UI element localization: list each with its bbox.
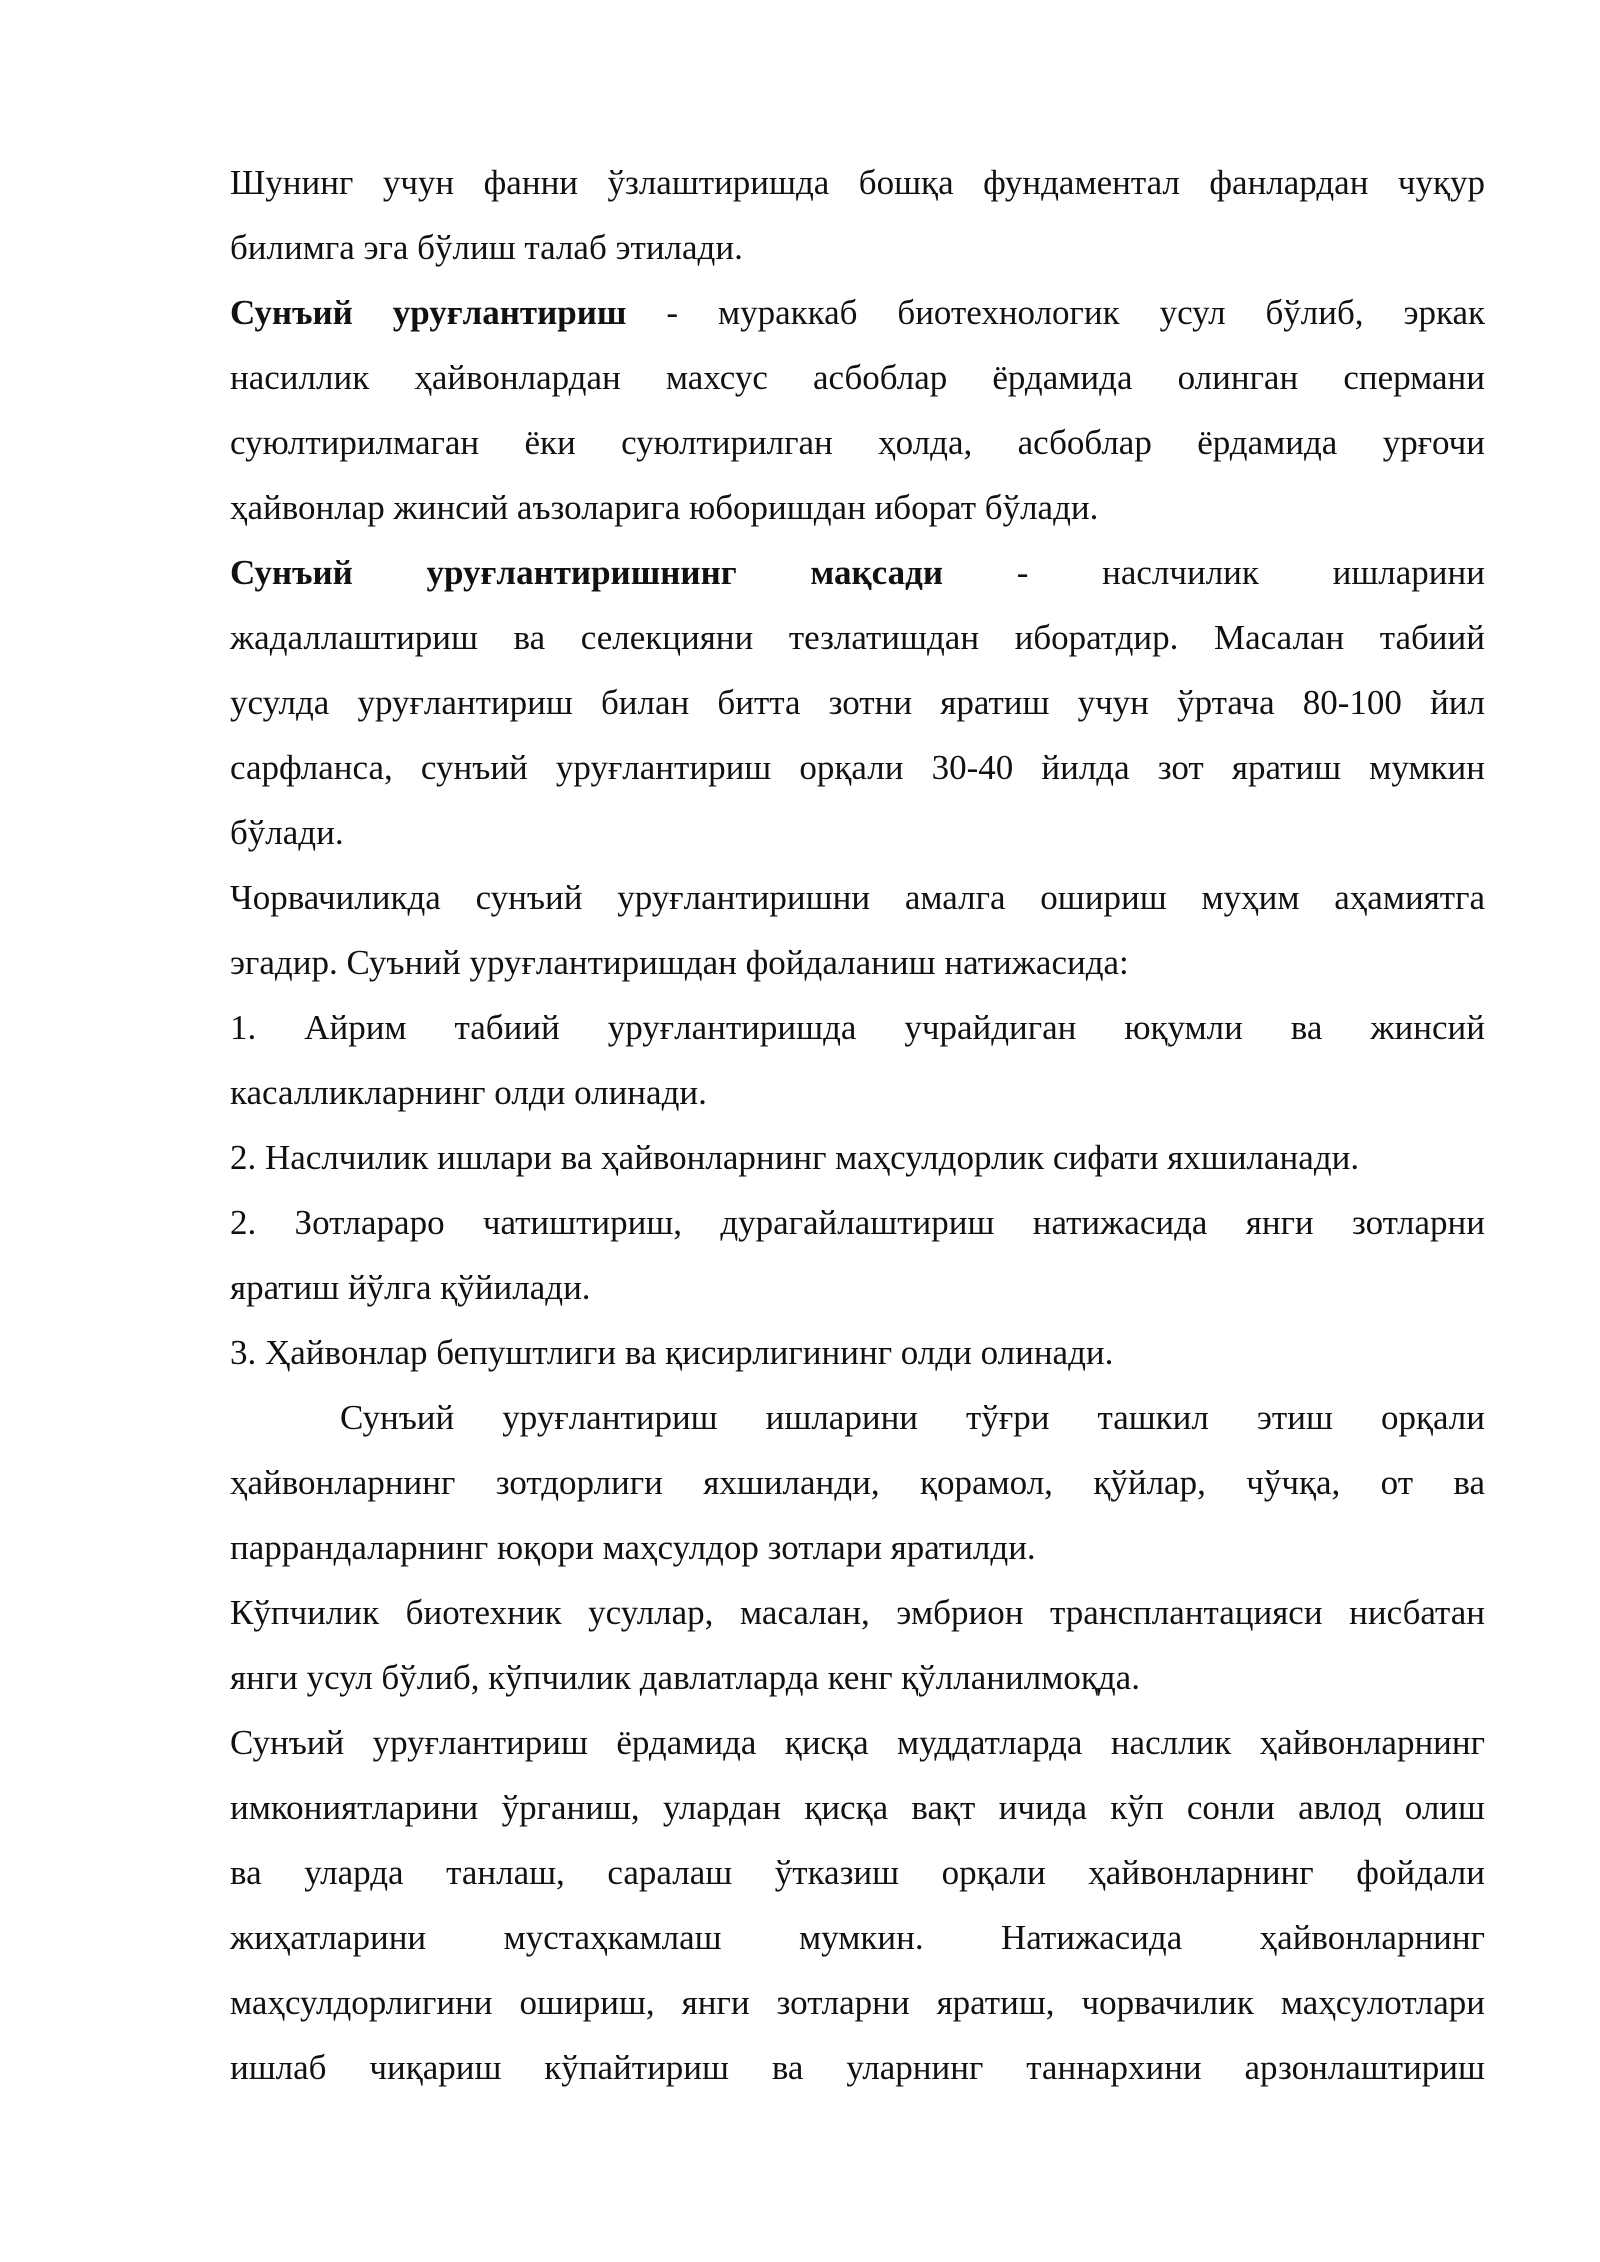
text-line (230, 215, 1485, 280)
text-line (230, 1125, 1485, 1190)
text-line (230, 800, 1485, 865)
line-text: имкониятларини ўрганиш, улардан қисқа вақт ичида кўп сонли авлод олиш (230, 1788, 1485, 1827)
text-line (230, 1255, 1485, 1320)
text-line (230, 150, 1485, 215)
text-line (230, 1775, 1485, 1840)
line-text: бўлади. (230, 813, 344, 852)
paragraph (230, 1190, 1485, 1320)
line-text: 3. Ҳайвонлар бепуштлиги ва қисирлигининг олди олинади. (230, 1333, 1114, 1372)
text-line (230, 670, 1485, 735)
line-text: маҳсулдорлигини ошириш, янги зотларни яратиш, чорвачилик маҳсулотлари (230, 1983, 1485, 2022)
line-text: яратиш йўлга қўйилади. (230, 1268, 591, 1307)
paragraph (230, 1125, 1485, 1190)
paragraph (230, 1320, 1485, 1385)
line-text: 2. Наслчилик ишлари ва ҳайвонларнинг маҳсулдорлик сифати яхшиланади. (230, 1138, 1360, 1177)
text-line (230, 995, 1485, 1060)
text-line (230, 735, 1485, 800)
text-line (230, 410, 1485, 475)
line-text: Сунъий уруғлантириш ишларини тўғри ташкил этиш орқали (340, 1398, 1485, 1437)
line-text: 1. Айрим табиий уруғлантиришда учрайдиган юқумли ва жинсий (230, 1008, 1485, 1047)
paragraph (230, 1385, 1485, 1580)
line-text: жадаллаштириш ва селекцияни тезлатишдан иборатдир. Масалан табиий (230, 618, 1485, 657)
text-line (230, 1385, 1485, 1450)
paragraph (230, 1580, 1485, 1710)
line-text: усулда уруғлантириш билан битта зотни яратиш учун ўртача 80-100 йил (230, 683, 1485, 722)
line-text: паррандаларнинг юқори маҳсулдор зотлари яратилди. (230, 1528, 1036, 1567)
paragraph (230, 540, 1485, 865)
text-line (230, 1710, 1485, 1775)
text-line (230, 345, 1485, 410)
line-text: эгадир. Суъний уруғлантиришдан фойдаланиш натижасида: (230, 943, 1129, 982)
text-line (230, 1905, 1485, 1970)
line-text: ҳайвонлар жинсий аъзоларига юборишдан иборат бўлади. (230, 488, 1099, 527)
text-line (230, 1060, 1485, 1125)
line-text: Шунинг учун фанни ўзлаштиришда бошқа фундаментал фанлардан чуқур (230, 163, 1485, 202)
line-text: билимга эга бўлиш талаб этилади. (230, 228, 743, 267)
text-line (230, 280, 1485, 345)
line-text: ҳайвонларнинг зотдорлиги яхшиланди, қорамол, қўйлар, чўчқа, от ва (230, 1463, 1485, 1502)
line-text: ишлаб чиқариш кўпайтириш ва уларнинг таннархини арзонлаштириш (230, 2048, 1485, 2087)
text-line (230, 540, 1485, 605)
paragraph (230, 995, 1485, 1125)
bold-term: Сунъий уруғлантиришнинг мақсади (230, 553, 943, 592)
bold-term: Сунъий уруғлантириш (230, 293, 627, 332)
line-text: сарфланса, сунъий уруғлантириш орқали 30-40 йилда зот яратиш мумкин (230, 748, 1485, 787)
text-line (230, 930, 1485, 995)
text-line (230, 1645, 1485, 1710)
text-line (230, 1515, 1485, 1580)
line-text: - наслчилик ишларини (943, 553, 1486, 592)
text-line (230, 605, 1485, 670)
line-text: 2. Зотлараро чатиштириш, дурагайлаштириш натижасида янги зотларни (230, 1203, 1485, 1242)
paragraph (230, 150, 1485, 280)
text-line (230, 1970, 1485, 2035)
line-text: Чорвачиликда сунъий уруғлантиришни амалга ошириш муҳим аҳамиятга (230, 878, 1485, 917)
text-line (230, 1840, 1485, 1905)
text-line (230, 475, 1485, 540)
line-text: ва уларда танлаш, саралаш ўтказиш орқали ҳайвонларнинг фойдали (230, 1853, 1485, 1892)
line-text: суюлтирилмаган ёки суюлтирилган ҳолда, асбоблар ёрдамида урғочи (230, 423, 1485, 462)
text-line (230, 1450, 1485, 1515)
line-text: касалликларнинг олди олинади. (230, 1073, 707, 1112)
line-text: жиҳатларини мустаҳкамлаш мумкин. Натижасида ҳайвонларнинг (230, 1918, 1485, 1957)
line-text: Кўпчилик биотехник усуллар, масалан, эмбрион трансплантацияси нисбатан (230, 1593, 1485, 1632)
text-line (230, 1190, 1485, 1255)
text-line (230, 2035, 1485, 2100)
line-text: янги усул бўлиб, кўпчилик давлатларда кенг қўлланилмоқда. (230, 1658, 1140, 1697)
line-text: - мураккаб биотехнологик усул бўлиб, эркак (626, 293, 1486, 332)
paragraph (230, 865, 1485, 995)
document-body (230, 150, 1485, 2100)
text-line (230, 865, 1485, 930)
text-line (230, 1320, 1485, 1385)
paragraph (230, 1710, 1485, 2100)
line-text: насиллик ҳайвонлардан махсус асбоблар ёрдамида олинган спермани (230, 358, 1485, 397)
paragraph (230, 280, 1485, 540)
text-line (230, 1580, 1485, 1645)
line-text: Сунъий уруғлантириш ёрдамида қисқа муддатларда насллик ҳайвонларнинг (230, 1723, 1485, 1762)
